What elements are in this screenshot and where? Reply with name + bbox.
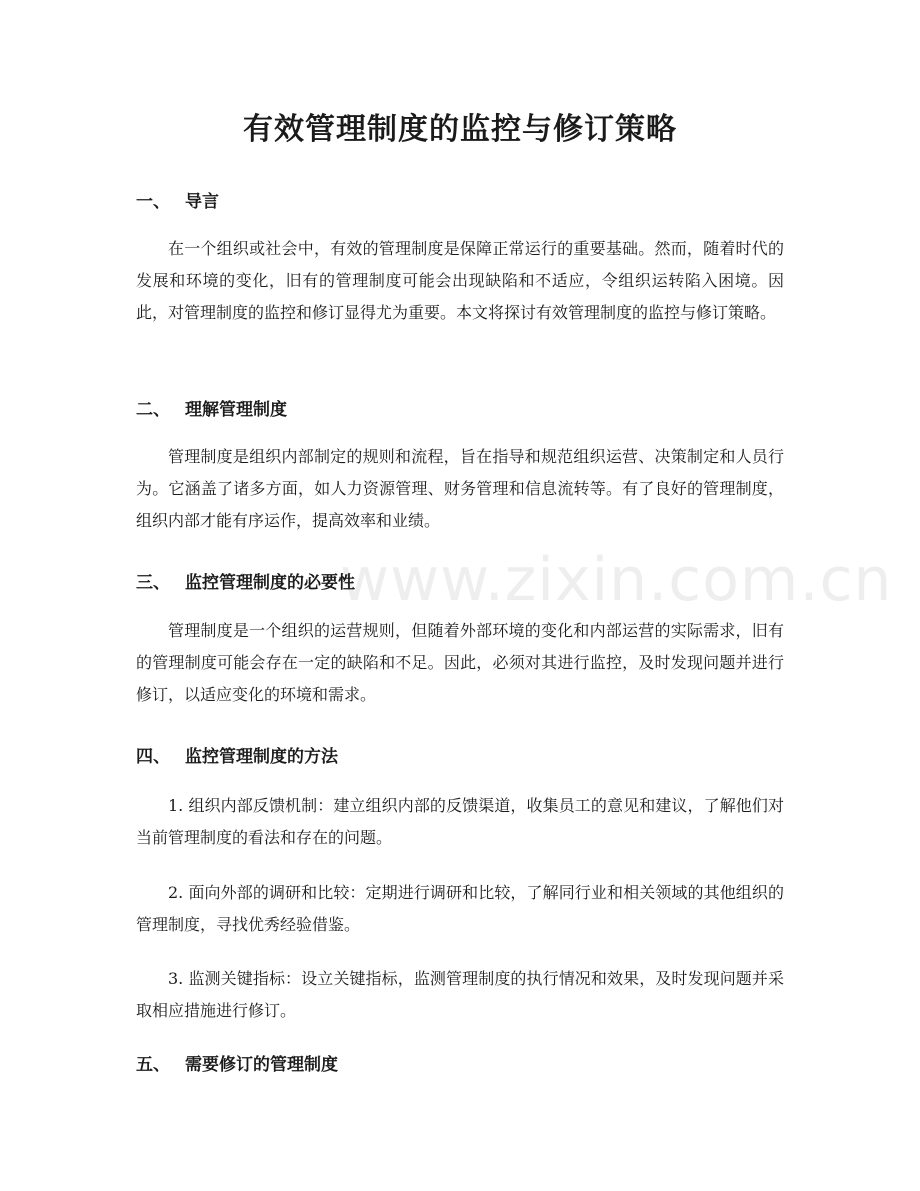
section-number: 四、	[136, 747, 170, 767]
section-title: 监控管理制度的必要性	[185, 573, 355, 593]
section-title: 理解管理制度	[185, 400, 287, 420]
paragraph: 管理制度是一个组织的运营规则，但随着外部环境的变化和内部运营的实际需求，旧有的管理制度可能会存在一定的缺陷和不足。因此，必须对其进行监控，及时发现问题并进行修订，以适应变化的环境和需求。	[136, 621, 784, 704]
list-item: 1. 组织内部反馈机制：建立组织内部的反馈渠道，收集员工的意见和建议，了解他们对当前管理制度的看法和存在的问题。	[136, 796, 784, 847]
section-title: 监控管理制度的方法	[185, 747, 338, 767]
document-title: 有效管理制度的监控与修订策略	[243, 112, 677, 147]
section-title: 需要修订的管理制度	[185, 1055, 338, 1075]
section-number: 一、	[136, 192, 170, 212]
paragraph: 管理制度是组织内部制定的规则和流程，旨在指导和规范组织运营、决策制定和人员行为。它涵盖了诸多方面，如人力资源管理、财务管理和信息流转等。有了良好的管理制度，组织内部才能有序运作，提高效率和业绩。	[136, 447, 784, 530]
list-item: 3. 监测关键指标：设立关键指标，监测管理制度的执行情况和效果，及时发现问题并采取相应措施进行修订。	[136, 969, 784, 1020]
section-heading-3	[136, 570, 355, 596]
section-number: 二、	[136, 400, 170, 420]
watermark: www.zixin.com.cn	[340, 545, 893, 615]
section-number: 三、	[136, 573, 170, 593]
section-heading-5	[136, 1052, 338, 1078]
section-heading-1	[136, 189, 219, 215]
section-title: 导言	[185, 192, 219, 212]
section-number: 五、	[136, 1055, 170, 1075]
list-item: 2. 面向外部的调研和比较：定期进行调研和比较，了解同行业和相关领域的其他组织的管理制度，寻找优秀经验借鉴。	[136, 883, 784, 934]
section-heading-2	[136, 397, 287, 423]
section-heading-4	[136, 744, 338, 770]
paragraph: 在一个组织或社会中，有效的管理制度是保障正常运行的重要基础。然而，随着时代的发展和环境的变化，旧有的管理制度可能会出现缺陷和不适应，令组织运转陷入困境。因此，对管理制度的监控和修订显得尤为重要。本文将探讨有效管理制度的监控与修订策略。	[136, 239, 784, 322]
